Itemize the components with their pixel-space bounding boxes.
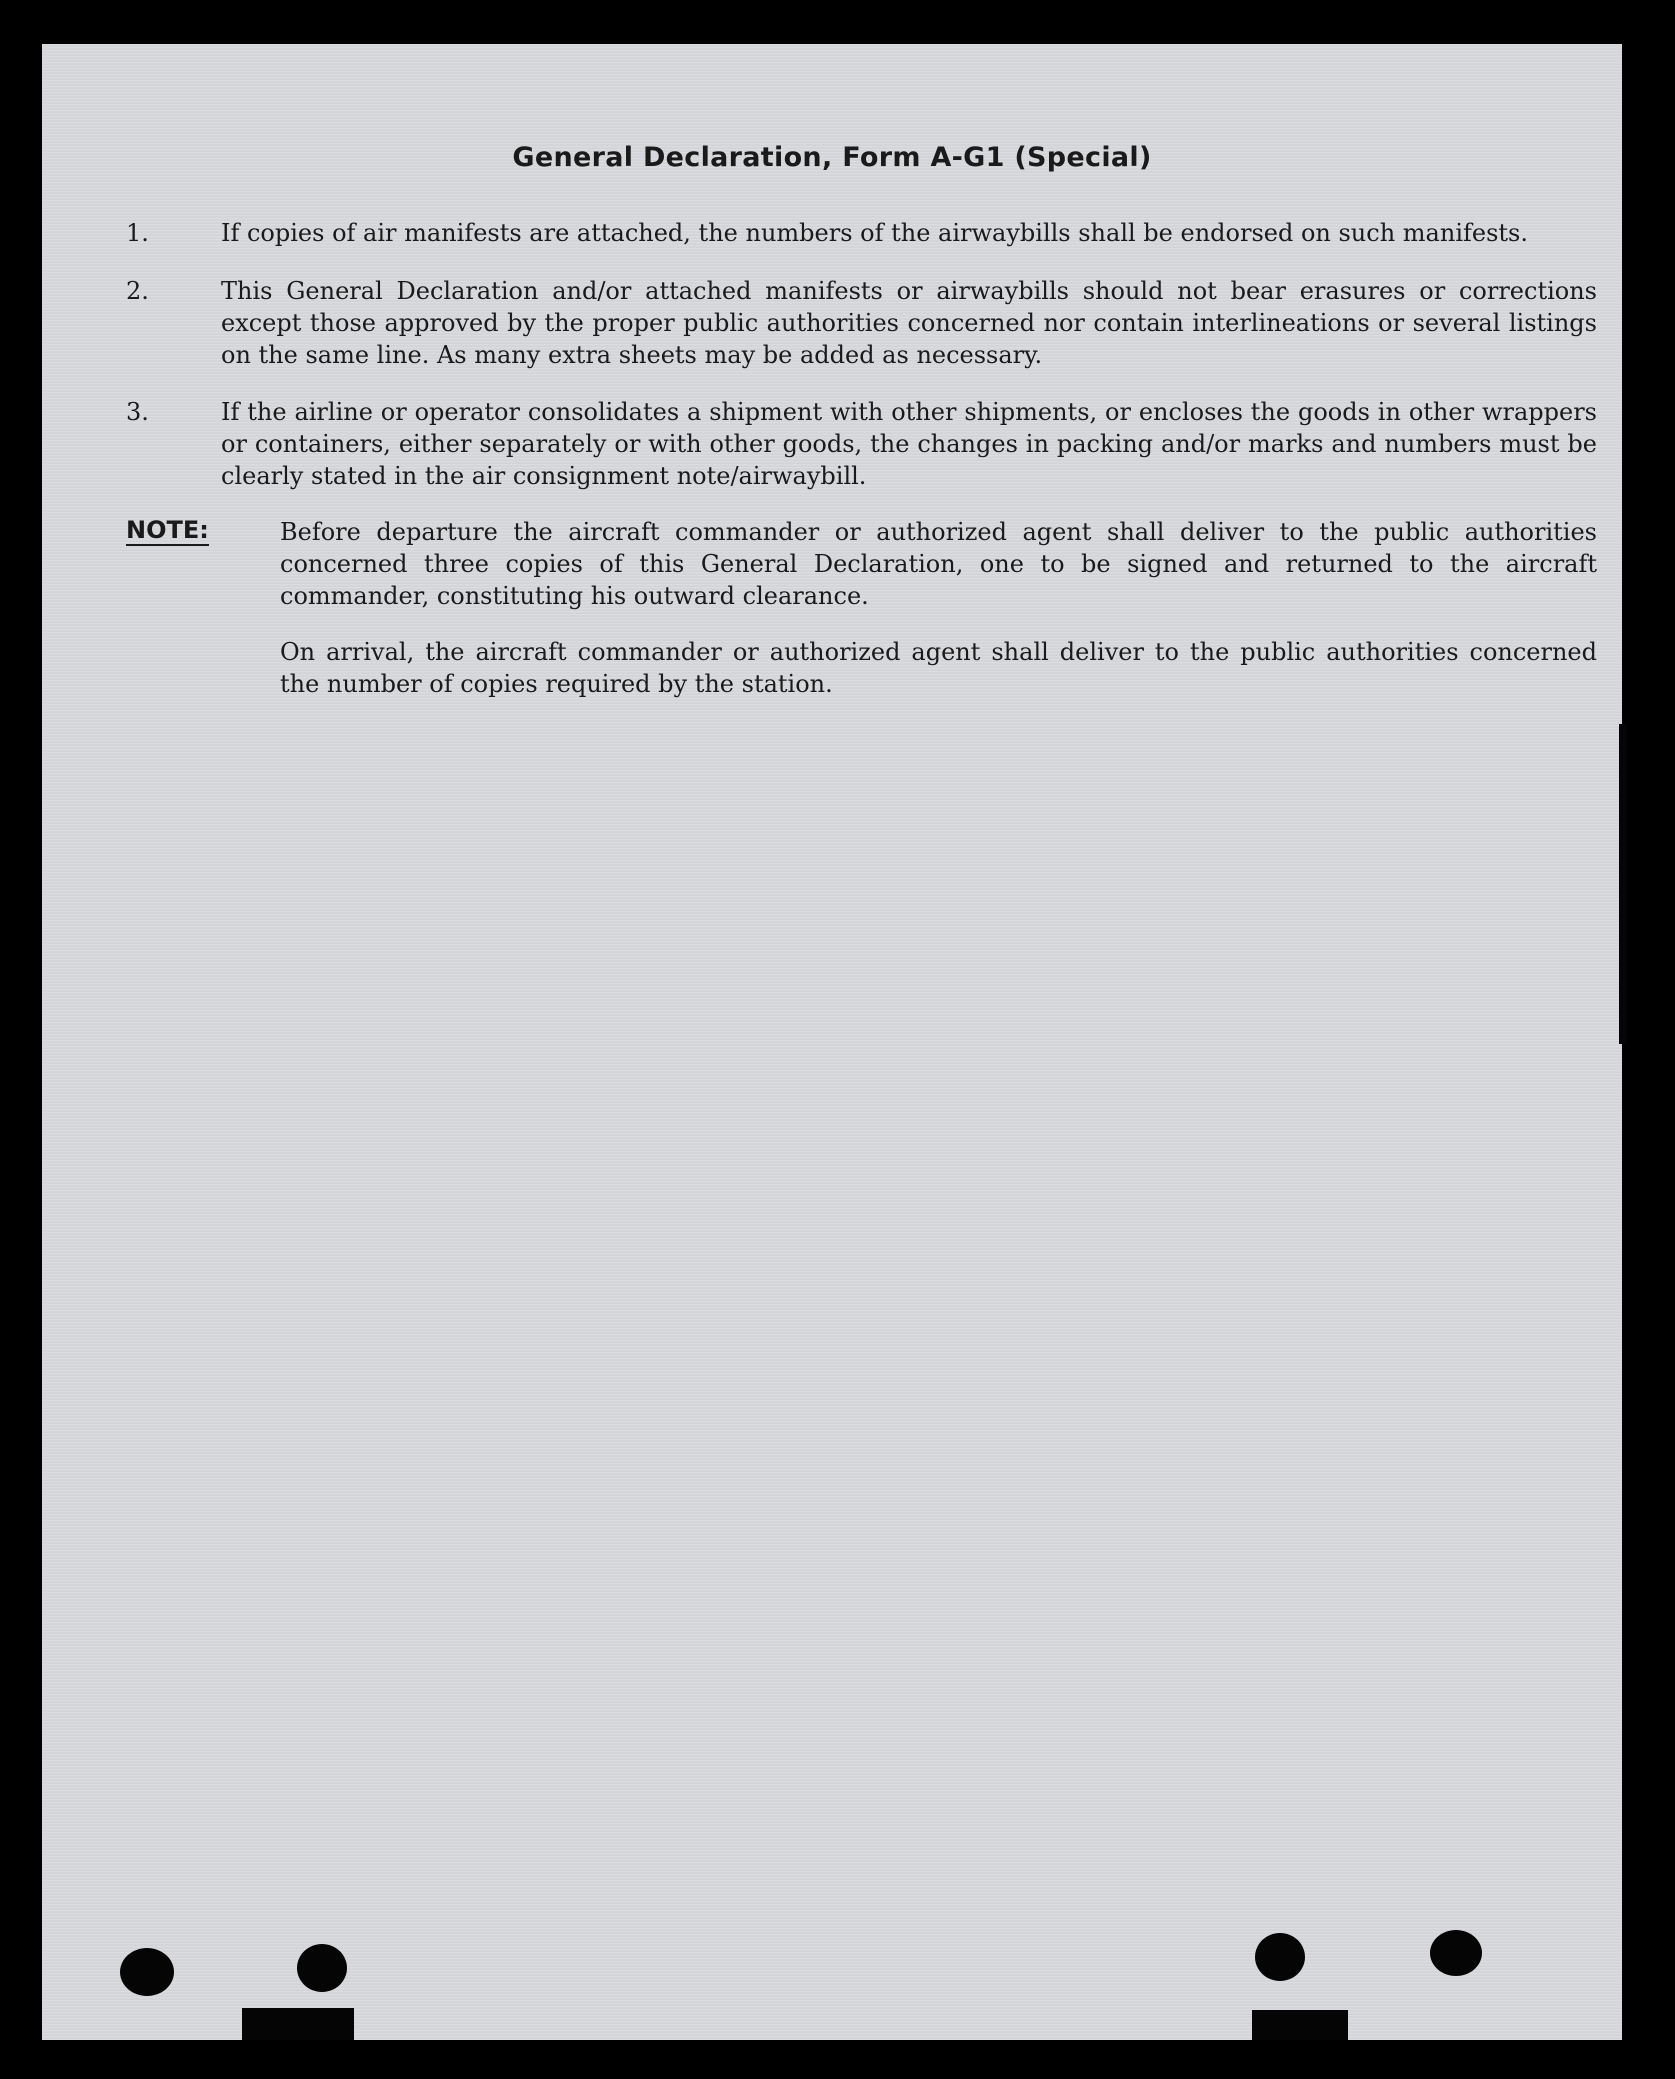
item-text: If the airline or operator consolidates a shipment with other shipments, or encloses the goods in other wrappers or containers, either separately or with other goods, the changes in packing and/or marks and numbers must be clearly stated in the air consignment note/airwaybill. — [221, 398, 1597, 490]
document-page — [42, 44, 1622, 2040]
note-paragraph-1: Before departure the aircraft commander or authorized agent shall deliver to the public authorities concerned three copies of this General Declaration, one to be signed and returned to the aircraft commander, constituting his outward clearance. — [280, 518, 1597, 610]
punch-hole — [1255, 1933, 1305, 1981]
punch-hole — [120, 1948, 174, 1996]
binding-tab — [1252, 2010, 1348, 2040]
item-text: This General Declaration and/or attached manifests or airwaybills should not bear erasures or corrections except those approved by the proper public authorities concerned nor contain interlineations or several listings on the same line. As many extra sheets may be added as necessary. — [221, 277, 1597, 369]
document-title: General Declaration, Form A-G1 (Special) — [512, 142, 1152, 173]
item-text: If copies of air manifests are attached, the numbers of the airwaybills shall be endorsed on such manifests. — [221, 219, 1528, 247]
item-number: 2. — [126, 277, 149, 305]
punch-hole — [1430, 1930, 1482, 1976]
item-number: 3. — [126, 398, 149, 426]
punch-hole — [297, 1944, 347, 1992]
note-label: NOTE: — [126, 516, 209, 544]
edge-notch — [1619, 724, 1627, 1044]
binding-tab — [242, 2008, 354, 2040]
note-paragraph-2: On arrival, the aircraft commander or authorized agent shall deliver to the public authorities concerned the number of copies required by the station. — [280, 638, 1597, 698]
item-number: 1. — [126, 219, 149, 247]
